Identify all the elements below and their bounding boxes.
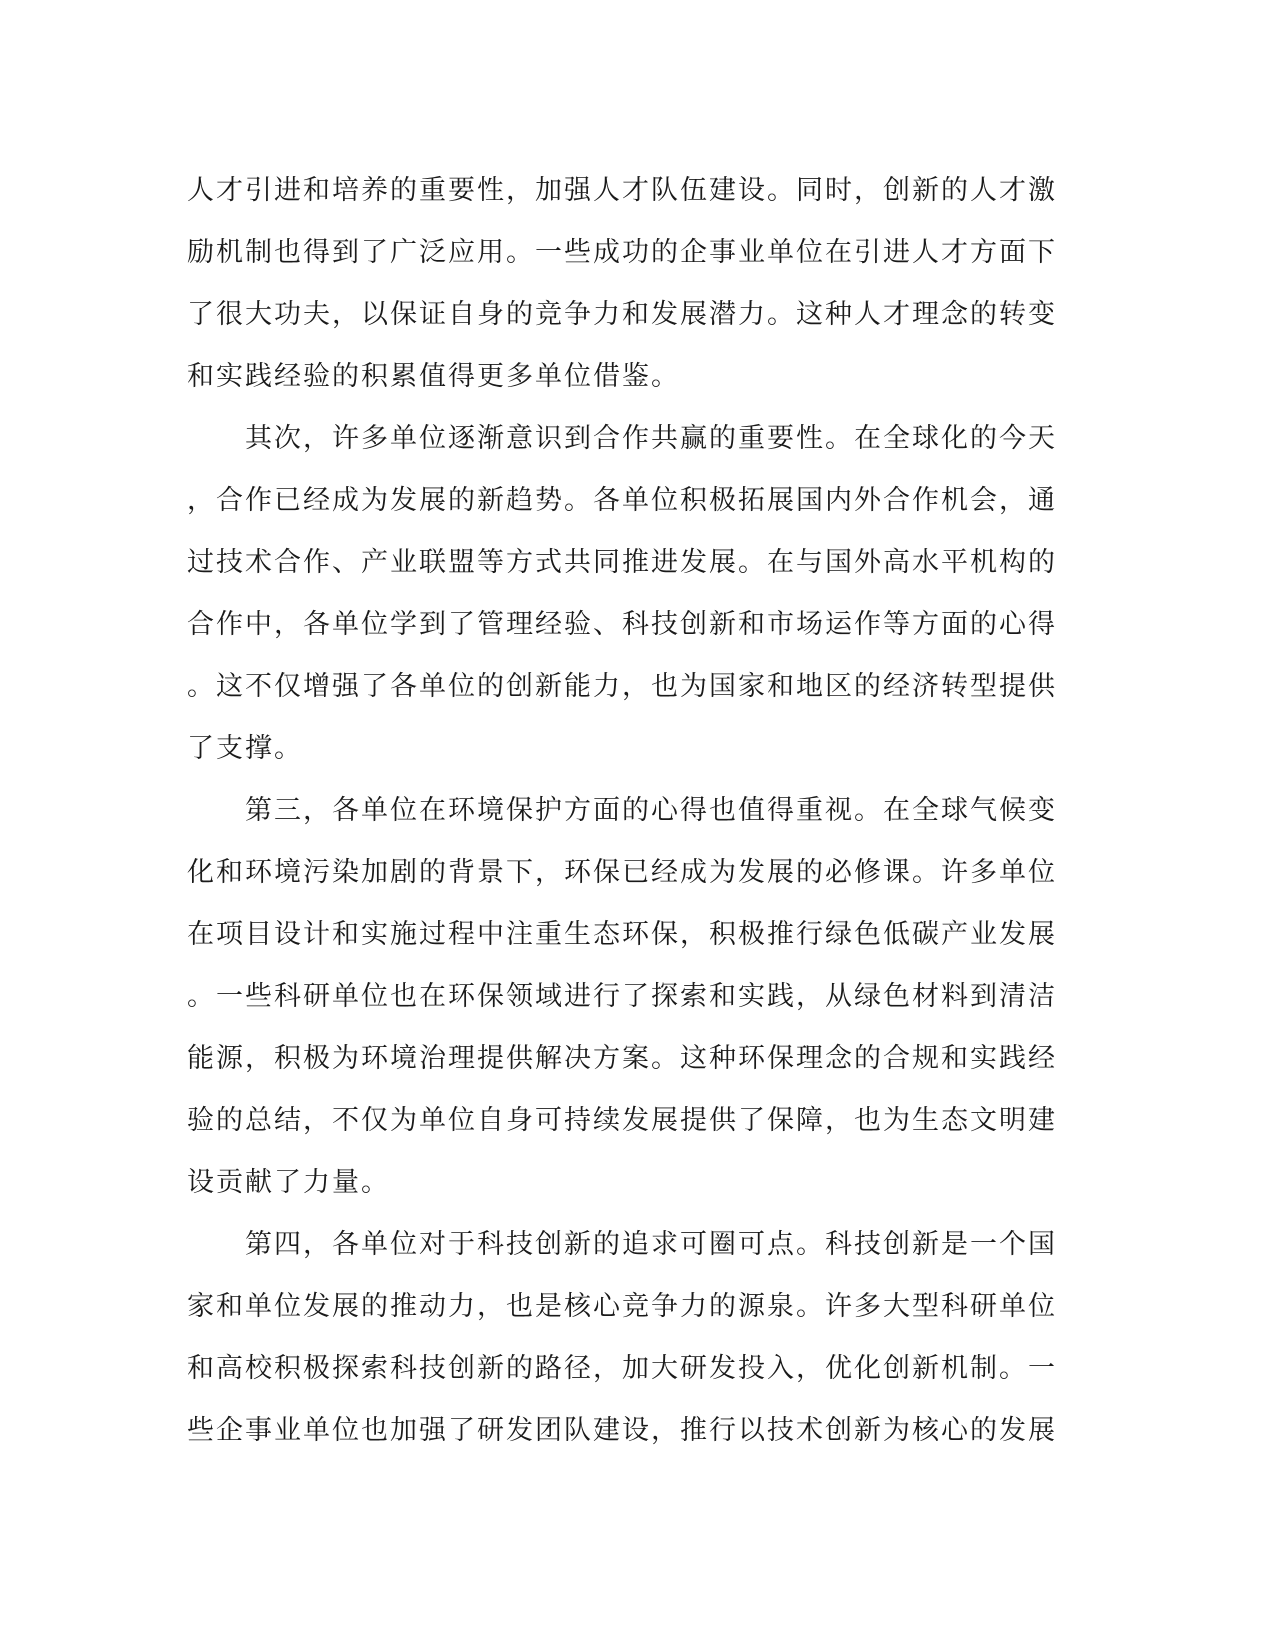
text-line: 设贡献了力量。 (187, 1167, 390, 1198)
text-line: 和实践经验的积累值得更多单位借鉴。 (187, 361, 680, 392)
text-line: 第四，各单位对于科技创新的追求可圈可点。科技创新是一个国 (187, 1229, 1057, 1260)
text-line: 了支撑。 (187, 733, 303, 764)
text-line: 了很大功夫，以保证自身的竞争力和发展潜力。这种人才理念的转变 (187, 299, 1057, 330)
text-line: 。这不仅增强了各单位的创新能力，也为国家和地区的经济转型提供 (187, 671, 1057, 702)
text-line: 能源，积极为环境治理提供解决方案。这种环保理念的合规和实践经 (187, 1043, 1057, 1074)
text-line: 合作中，各单位学到了管理经验、科技创新和市场运作等方面的心得 (187, 609, 1057, 640)
text-line: 过技术合作、产业联盟等方式共同推进发展。在与国外高水平机构的 (187, 547, 1057, 578)
text-line: 。一些科研单位也在环保领域进行了探索和实践，从绿色材料到清洁 (187, 981, 1057, 1012)
text-line: 验的总结，不仅为单位自身可持续发展提供了保障，也为生态文明建 (187, 1105, 1057, 1136)
text-line: 家和单位发展的推动力，也是核心竞争力的源泉。许多大型科研单位 (187, 1291, 1057, 1322)
text-line: 化和环境污染加剧的背景下，环保已经成为发展的必修课。许多单位 (187, 857, 1057, 888)
text-line: 在项目设计和实施过程中注重生态环保，积极推行绿色低碳产业发展 (187, 919, 1057, 950)
body-text (187, 160, 1087, 1462)
text-line: 其次，许多单位逐渐意识到合作共赢的重要性。在全球化的今天 (187, 423, 1057, 454)
text-line: 第三，各单位在环境保护方面的心得也值得重视。在全球气候变 (187, 795, 1057, 826)
text-line: 人才引进和培养的重要性，加强人才队伍建设。同时，创新的人才激 (187, 175, 1057, 206)
text-line: 些企事业单位也加强了研发团队建设，推行以技术创新为核心的发展 (187, 1415, 1057, 1446)
text-line: 励机制也得到了广泛应用。一些成功的企事业单位在引进人才方面下 (187, 237, 1057, 268)
text-line: 和高校积极探索科技创新的路径，加大研发投入，优化创新机制。一 (187, 1353, 1057, 1384)
text-line: ，合作已经成为发展的新趋势。各单位积极拓展国内外合作机会，通 (187, 485, 1057, 516)
